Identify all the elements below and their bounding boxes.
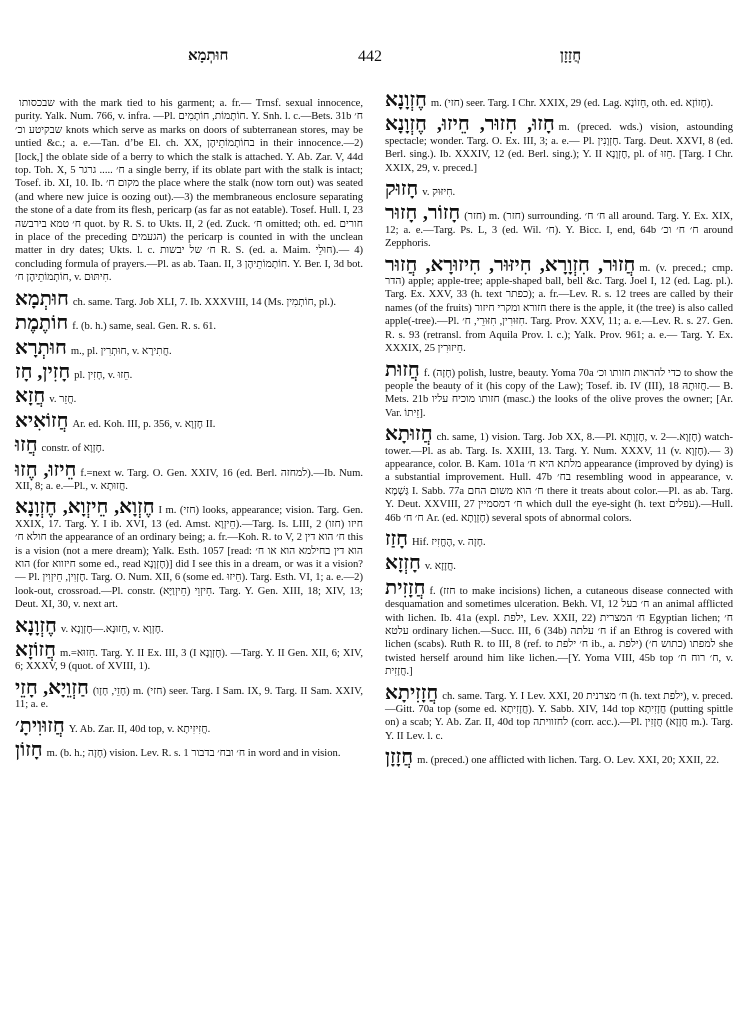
- entry-text: f. (חָזָה) polish, lustre, beauty. Yoma 70a כדי להראות חזותו וכ׳ to show the people the beauty of it (his copy of the Law); Tosef. ib. IV (III), 18 חֲזוּתָהּ.— B. Mets. 21b חזותו מוכיח עליו (masc.) the looks of the olive proves the owner; [Ar. Var. זֵיתוֹ].: [385, 367, 734, 419]
- entry-headword: חָזִין, חָז: [15, 360, 71, 383]
- entry-headword: חוּתְרָא: [15, 336, 67, 359]
- dictionary-entry: [15, 640, 363, 674]
- dictionary-entry: [15, 716, 363, 736]
- entry-headword: חֲזוֹאִיא: [15, 409, 69, 432]
- entry-headword: חַזְוֵיָא, חָזֵי: [15, 676, 89, 699]
- dictionary-entry: [385, 529, 733, 549]
- entry-text: Hif. הֶחֱזִיז, v. חָזָה.: [412, 536, 486, 548]
- entry-text: ch. same, 1) vision. Targ. Job XX, 8.—Pl. חֶזְוָתָא, v. חֶזְוָא.—2) watch-tower.—Pl. as ab. Targ. Is. XXIII, 13. Targ. Y. Num. XXXV, 11 (v. חֶזְוָא).— 3) appearance, color. B. Kam. 101a מלתא היא ח׳ appearance (improved by dying) is a substantial improvement. Hull. 47b בח׳ resembling wood in appearance, v. גַּשְׁמָא I. Sabb. 77a ח׳ הוא משום החם there it treats about color.—Pl. as ab. Targ. Y. Deut. XXVIII, 27 ח׳ דמסמיין which dull the eye-sight (h. text עפלים).—Hull. 46b ח׳ ח׳ Ar. (ed. חֶזְוָתָא) several spots of abnormal colors.: [385, 432, 734, 524]
- dictionary-entry: [385, 90, 733, 110]
- dictionary-entry: [15, 90, 363, 285]
- dictionary-entry: [385, 747, 733, 767]
- dictionary-entry: [385, 255, 733, 356]
- entry-text: Y. Ab. Zar. II, 40d top, v. חֲזִיזִיתָא.: [68, 723, 211, 735]
- entry-text: (חָזֵי, חָזָו) m. (חזי) seer. Targ. I Sam. IX, 9. Targ. II Sam. XXIV, 11; a. e.: [15, 685, 363, 711]
- entry-text: v. חִיזּוּק.: [422, 187, 456, 199]
- entry-headword: חֶזְוָנָא: [385, 89, 427, 111]
- dictionary-entry: [385, 553, 733, 573]
- entry-headword: חָזוֹן: [15, 739, 43, 762]
- entry-headword: חֵיזוּ, חֶזוּ: [15, 458, 77, 481]
- dictionary-entry: [15, 616, 363, 636]
- entry-headword: חֲזוּת: [385, 358, 420, 381]
- dictionary-entry: [15, 460, 363, 494]
- dictionary-entry: [385, 683, 733, 744]
- entry-headword: חֲזוּ: [15, 434, 38, 457]
- entry-text: m. (חזי) seer. Targ. I Chr. XXIX, 29 (ed. Lag. חֵזוֹנָא, oth. ed. חָזוֹזָא).: [430, 98, 714, 109]
- entry-text: (חזר) m. (חזר) surrounding. ח׳ ח׳ all around. Targ. Y. Ex. XIX, 12; a. e.—Targ. Ps. L, 3 (ed. Wil. ח׳). Y. Bicc. I, end, 64b ח׳ ח׳ וכ׳ around Zepphoris.: [385, 211, 733, 250]
- entry-text: v. חֲזֵר.: [49, 394, 77, 406]
- entry-text: Ar. ed. Koh. III, p. 356, v. חֶזְוָא II.: [72, 418, 216, 430]
- entry-headword: חֲזוֹזָא: [15, 639, 56, 661]
- dictionary-entry: [385, 203, 733, 250]
- entry-headword: חֲזוּתָא: [385, 423, 433, 446]
- entry-headword: חֲזוּוִיתָ׳: [15, 714, 65, 737]
- entry-text: m. (b. h.; חָזָה) vision. Lev. R. s. 1 ח׳ ובח׳ בדבור in word and in vision.: [46, 748, 341, 760]
- left-column: [15, 90, 363, 764]
- dictionary-entry: [385, 114, 733, 175]
- dictionary-entry: [15, 435, 363, 455]
- entry-text: f.=next w. Targ. O. Gen. XXIV, 16 (ed. Berl. למחזה).—Ib. Num. XII, 8; a. e.—Pl., v. חֲזוּתָא.: [15, 467, 363, 492]
- entry-headword: חָזוּ, חִזוּר, חֵיזוּ, חֶזְוָנָא: [385, 113, 555, 136]
- entry-text: m. (preced. wds.) vision, astounding spectacle; wonder. Targ. O. Ex. III, 3; a. e.— Pl. חֶזְוָנִין. Targ. Deut. XXVI, 8 (ed. Berl. sing.). Ib. XXXIV, 12 (ed. Berl. sing.); Y. II חֶזְוָנָא, pl. of חֵזוּ. [Targ. I Chr. XXIX, 29, v. preced.]: [385, 122, 733, 174]
- running-head-left: חוּתְמָא: [188, 48, 229, 64]
- right-column: [385, 90, 733, 772]
- entry-text: I m. (חזי) looks, appearance; vision. Targ. Gen. XXIX, 17. Targ. Y. I ib. XVI, 13 (ed. Amst. חֵיזְוָא).—Targ. Is. LIII, 2 (חזו) חיזו חולא ח׳ the appearance of an ordinary being; a. fr.—Koh. R. to V, 2 ח׳ הוא דין this is a vision (not a mere dream); Yalk. Esth. 1057 [read: הוא דין בחילמא הוא או ח׳ הוא (for חיזווא some ed., read חֶזְוָנָא)] did I see this in a dream, or was it a vision?— Pl. חֶזְוִין, חֵיזְוִין. Targ. O. Num. XII, 6 (some ed. חֵיזוּ). Targ. Esth. VI, 1; a. e.—2) look-out, crossroad.—Pl. constr. חֵיזְוֵי (חֵיזְוַיָּא). Targ. Y. Gen. XIII, 18; XIV, 13; Deut. XI, 30, v. next art.: [15, 505, 363, 611]
- entry-text: v. חֲזָזָא.: [424, 561, 456, 573]
- entry-text: constr. of חֶזְוָא.: [41, 443, 105, 455]
- dictionary-entry: [15, 740, 363, 760]
- dictionary-entry: [15, 497, 363, 611]
- entry-text: שבכסותו with the mark tied to his garment; a. fr.— Trnsf. sexual innocence, purity. Yalk. Num. 766, v. infra. —Pl. חוֹתָמוֹת, חוֹתָמִים. Y. Snh. l. c.—Bets. 31b ח׳ שבקיטע וכ׳ knots which serve as marks on doors of subterranean stores, may be untied &c.; a. e.—Tan. d’be El. ch. XX, בחוֹתָמוֹתֵיהֶן in their innocence.—2) [lock,] the oblate side of a berry to which the stalk is attached. Y. Ab. Zar. V, 44d top. Toh. X, 5 ח׳ ..... גרגר a single berry, if its oblate part with the stalk is intact; Tosef. ib. XI, 10. Ib. מקום ח׳ the place where the stalk (now torn out) was seated (and where new juice is oozing out).—3) the membraneous enclosure separating the stone of a date from its flesh, pericarp (as far as not eatable). Tosef. Hull. I, 23 ח׳ טמא בירבשה quot. by R. S. to Ukts. II, 2 (ed. Zuck. ח׳ omitted; oth. ed. חורים in place of the preceding הגעמים) the pericarp is counted in with the unclean matter in dry dates; Ukts. l. c. ח׳ של יבשות R. S. (ed. a. Maim. חוּלֵי).— 4) concluding formula of prayers.—Pl. as ab. Taan. II, 3 חוֹתָמוֹתֵיהֶן. Y. Ber. I, 3d bot. חוֹתְמוֹתֵיהֶן ח׳, v. חִיתּוּם.: [15, 98, 364, 284]
- dictionary-entry: [385, 179, 733, 199]
- entry-text: m.=חֵזוּא. Targ. Y. II Ex. III, 3 (I חֶזְוָנָא). —Targ. Y. II Gen. XII, 6; XIV, 6; XXXV, 9 (quot. of XVIII, 1).: [15, 648, 363, 673]
- entry-headword: חָזַז: [385, 527, 408, 550]
- entry-headword: חָזוּק: [385, 178, 419, 201]
- entry-text: f. (b. h.) same, seal. Gen. R. s. 61.: [72, 321, 217, 333]
- entry-headword: חֶזְוָא, חֵיזְוָא, חֶזְוָנָא: [15, 496, 155, 519]
- dictionary-entry: [385, 360, 733, 421]
- entry-headword: חֲזוּר, חִזְוָרָא, חִיזּוּר, חִיזוּרָא, חֲזוּר: [385, 253, 636, 276]
- entry-text: v. חֵזוּנָא.—חֶזְוָנָא, v. חֶזְוָא.: [60, 623, 164, 635]
- dictionary-entry: [385, 578, 733, 679]
- entry-headword: חָזְזָא: [385, 552, 421, 575]
- page-number: 442: [358, 48, 382, 65]
- entry-text: f. (חזז to make incisions) lichen, a cutaneous disease connected with desquamation and sometimes ulceration. Bekh. VI, 12 ח׳ בעל an animal afflicted with lichen. Ib. 41a (expl. ילפת, Lev. XXII, 22) ח׳ המצרית Egyptian lichen; ח׳ עלטא ordinary lichen.—Succ. III, 6 (34b) ח׳ עלתה if an Ethrog is covered with lichen (scabs). Ruth R. to III, 8 (ref. to ח׳ ילפת ib., a. ילפת) למפתו (כתוש ח׳) she twisted herself around him like lichen.—[Y. Yoma VIII, 45b top ח׳ רוח ח׳, v. חֲזָזִית.]: [385, 585, 734, 678]
- entry-headword: חֶזְוָנָא: [15, 614, 57, 637]
- entry-headword: חֲזָזִית: [385, 576, 426, 599]
- entry-text: pl. חָזִין, v. חֵזוּ.: [74, 369, 133, 381]
- dictionary-entry: [385, 424, 733, 525]
- entry-headword: חוּתְמָא: [15, 287, 69, 310]
- entry-text: m. (v. preced.; cmp. הדר) apple; apple-tree; apple-shaped ball, bell &c. Targ. Joel I, 12 (ed. Lag. pl.). Targ. Ex. XXV, 33 (h. text כפתר); a. fr.—Lev. R. s. 12 trees are called by their names (of the fruits) חזורא ומקרי חיזור there is the apple, it (the tree) is also called apple(-tree).—Pl. חִזּוּרִין, חִזּוּרֵי, ח׳. Targ. Prov. XXV, 11; a. e.—Lev. R. s. 27. Gen. R. s. 93 (retransl. from Aquila Prov. l. c.); Yalk. Prov. 961; a. e.— Targ. Y. Ex. XXXIX, 25 חֵיזוּרִין.: [385, 262, 734, 355]
- entry-headword: חָזוֹר, חָזוּר: [385, 202, 461, 225]
- dictionary-entry: [15, 338, 363, 358]
- dictionary-entry: [15, 289, 363, 309]
- dictionary-entry: [15, 386, 363, 406]
- dictionary-entry: [15, 313, 363, 333]
- entry-headword: חֲזָזָן: [385, 746, 414, 769]
- dictionary-entry: [15, 678, 363, 712]
- entry-text: ch. same. Targ. Y. I Lev. XXI, 20 ח׳ מצרנית (h. text ילפת), v. preced.—Gitt. 70a top (some ed. חֲזָזִיתָא). Y. Sabb. XIV, 14d top חֲזָזִיתָא (putting spittle on) a scab; Y. Ab. Zar. II, 40d top לחזוויתה (corr. acc.).—Pl. חֲזָזִין (חֲזָזָא m.). Targ. Y. II Lev. l. c.: [385, 690, 734, 742]
- entry-text: m. (preced.) one afflicted with lichen. Targ. O. Lev. XXI, 20; XXII, 22.: [417, 755, 719, 767]
- entry-text: m., pl. חוּתְרִין, v. חֲתִירָא.: [70, 345, 172, 357]
- entry-headword: חֲזָא: [15, 385, 46, 408]
- entry-text: ch. same. Targ. Job XLI, 7. Ib. XXXVIII, 14 (Ms. חוֹתְמִין, pl.).: [72, 296, 337, 308]
- dictionary-entry: [15, 362, 363, 382]
- running-head-right: חֲזָזָן: [560, 48, 582, 64]
- entry-headword: חוֹתֶמֶת: [15, 312, 69, 335]
- entry-headword: חֲזָזִיתָא: [385, 681, 439, 704]
- dictionary-entry: [15, 411, 363, 431]
